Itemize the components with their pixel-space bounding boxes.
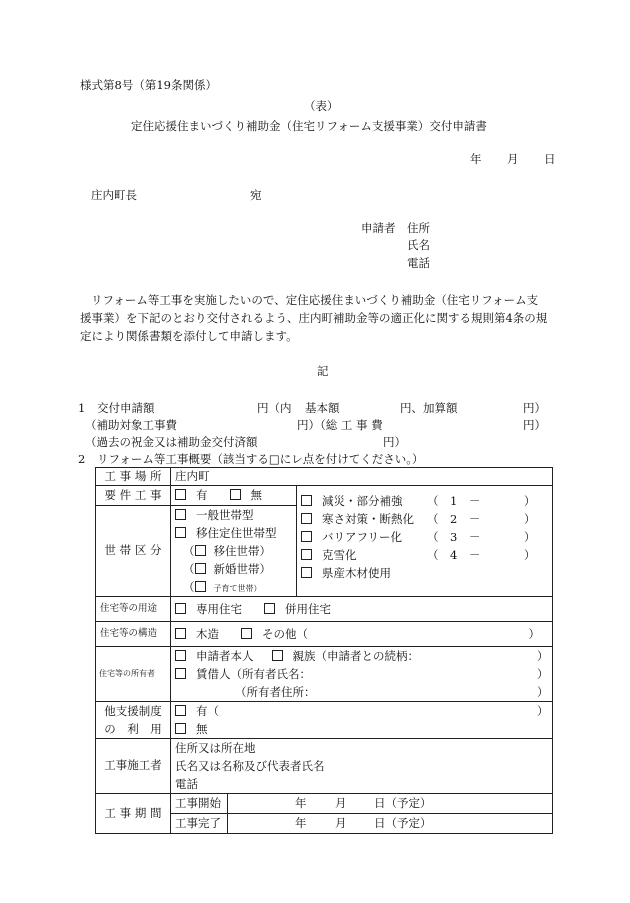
use-combined-label: 併用住宅 <box>285 601 331 616</box>
other-no-label: 無 <box>196 722 208 736</box>
struct-wood-checkbox[interactable] <box>175 628 186 639</box>
option-3-label: バリアフリー化 <box>322 530 403 544</box>
household-label: 世 帯 区 分 <box>96 506 171 597</box>
contractor-label: 工事施工者 <box>96 739 171 794</box>
owner-family-label: 親族（申請者との続柄： <box>292 649 419 663</box>
option-1-checkbox[interactable] <box>301 495 312 506</box>
use-exclusive-checkbox[interactable] <box>175 603 186 614</box>
use-exclusive-label: 専用住宅 <box>196 601 242 616</box>
option-3-close: ） <box>524 530 536 544</box>
applicant-address: 住所 <box>407 221 430 235</box>
end-label: 工事完了 <box>171 814 228 834</box>
applicant-name: 氏名 <box>407 238 430 252</box>
front-label: （表） <box>304 99 339 113</box>
option-3-num: （ 3 － <box>427 530 481 544</box>
site-value: 庄内町 <box>171 468 553 486</box>
item1-close-3: 円） <box>383 435 406 449</box>
owner-self-checkbox[interactable] <box>175 650 186 661</box>
other-no-checkbox[interactable] <box>175 723 186 734</box>
owner-tenant-close: ） <box>537 667 549 681</box>
option-1-label: 減災・部分補強 <box>322 494 403 508</box>
paren: （ <box>183 562 195 576</box>
option-2-close: ） <box>524 512 536 526</box>
household-newlywed-checkbox[interactable] <box>195 563 206 574</box>
date-year: 年 <box>470 152 482 166</box>
req-no-label: 無 <box>250 488 262 503</box>
req-no-checkbox[interactable] <box>230 489 241 500</box>
date-day: 日 <box>544 152 556 166</box>
applicant-label: 申請者 <box>361 221 396 235</box>
option-4-checkbox[interactable] <box>301 549 312 560</box>
start-label: 工事開始 <box>171 794 228 814</box>
req-yes-checkbox[interactable] <box>175 489 186 500</box>
paren: （ <box>183 580 195 594</box>
owner-self-label: 申請者本人 <box>196 649 254 663</box>
start-month: 月 <box>335 796 347 810</box>
option-2-label: 寒さ対策・断熱化 <box>322 512 414 526</box>
body-line-3: 定により関係書類を添付して申請します。 <box>80 329 298 343</box>
option-4-label: 克雪化 <box>322 548 357 562</box>
option-5-label: 県産木材使用 <box>322 566 391 580</box>
item1-close: 円） <box>523 401 546 415</box>
addressee-name: 庄内町長 <box>91 188 137 202</box>
struct-wood-label: 木造 <box>196 626 219 641</box>
option-1-num: （ 1 － <box>427 494 481 508</box>
ki-heading: 記 <box>317 364 329 378</box>
household-migrant-checkbox[interactable] <box>175 527 186 538</box>
struct-close: ） <box>528 627 540 641</box>
struct-other-checkbox[interactable] <box>241 628 252 639</box>
req-yes-label: 有 <box>196 488 208 503</box>
item1-number: 1 <box>78 401 86 415</box>
body-line-2: 援事業）を下記のとおり交付されるよう、庄内町補助金等の適正化に関する規則第4条の規 <box>80 311 548 325</box>
use-combined-checkbox[interactable] <box>264 603 275 614</box>
date-month: 月 <box>507 152 519 166</box>
household-move-checkbox[interactable] <box>195 545 206 556</box>
option-1-close: ） <box>524 494 536 508</box>
start-year: 年 <box>295 796 307 810</box>
period-label: 工 事 期 間 <box>96 794 171 834</box>
paren: （ <box>183 544 195 558</box>
owner-family-checkbox[interactable] <box>272 650 283 661</box>
option-4-close: ） <box>524 548 536 562</box>
owner-tenant-label: 賃借人（所有者氏名： <box>196 667 311 681</box>
owner-tenant-checkbox[interactable] <box>175 668 186 679</box>
option-4-num: （ 4 － <box>427 548 481 562</box>
household-move-label: 移住世帯） <box>213 544 271 558</box>
start-day: 日（予定） <box>374 796 432 810</box>
overview-table <box>95 467 553 834</box>
household-childcare-label: 子育て世帯） <box>213 584 262 593</box>
owner-addr-label: （所有者住所： <box>235 685 316 699</box>
owner-family-close: ） <box>537 649 549 663</box>
option-2-num: （ 2 － <box>427 512 481 526</box>
item1-label: 交付申請額 <box>97 401 155 415</box>
option-3-checkbox[interactable] <box>301 531 312 542</box>
addressee-suffix: 宛 <box>250 188 262 202</box>
other-yes-checkbox[interactable] <box>175 705 186 716</box>
owner-addr-close: ） <box>537 685 549 699</box>
item1-kako: （過去の祝金又は補助金交付済額 <box>85 435 258 449</box>
household-general-label: 一般世帯型 <box>196 508 254 522</box>
end-year: 年 <box>295 816 307 830</box>
body-line-1: リフォーム等工事を実施したいので、定住応援住まいづくり補助金（住宅リフォーム支 <box>91 293 539 307</box>
item1-kasan: 円、加算額 <box>400 401 458 415</box>
item1-so: 円）（総 工 事 費 <box>297 418 383 432</box>
use-label: 住宅等の用途 <box>96 597 171 622</box>
household-migrant-label: 移住定住世帯型 <box>196 526 277 540</box>
item1-yen-uchi: 円（内 <box>257 401 292 415</box>
item1-taisho: （補助対象工事費 <box>85 418 177 432</box>
contractor-name: 氏名又は名称及び代表者氏名 <box>175 759 325 773</box>
site-label: 工 事 場 所 <box>96 468 171 486</box>
household-childcare-checkbox[interactable] <box>195 581 206 592</box>
struct-label: 住宅等の構造 <box>96 622 171 647</box>
household-newlywed-label: 新婚世帯） <box>213 562 271 576</box>
other-close: ） <box>537 704 549 718</box>
other-yes-label: 有（ <box>196 704 219 718</box>
contractor-phone: 電話 <box>175 777 198 791</box>
form-number: 様式第8号（第19条関係） <box>80 78 217 92</box>
page-title: 定住応援住まいづくり補助金（住宅リフォーム支援事業）交付申請書 <box>131 119 487 133</box>
item1-close-2: 円） <box>523 418 546 432</box>
household-general-checkbox[interactable] <box>175 509 186 520</box>
applicant-phone: 電話 <box>407 256 430 270</box>
req-label: 要 件 工 事 <box>96 486 171 506</box>
contractor-address: 住所又は所在地 <box>175 741 256 755</box>
option-5-checkbox[interactable] <box>301 567 312 578</box>
end-month: 月 <box>335 816 347 830</box>
owner-label: 住宅等の所有者 <box>96 647 171 702</box>
other-label-1: 他支援制度 <box>104 704 162 718</box>
item2-number: 2 <box>78 452 86 466</box>
end-day: 日（予定） <box>374 816 432 830</box>
item1-kihon: 基本額 <box>305 401 340 415</box>
item2-label: リフォーム等工事概要（該当する□にレ点を付けてください。） <box>97 452 424 466</box>
struct-other-label: その他（ <box>262 626 308 641</box>
option-2-checkbox[interactable] <box>301 513 312 524</box>
other-label-2: の 利 用 <box>104 722 162 736</box>
